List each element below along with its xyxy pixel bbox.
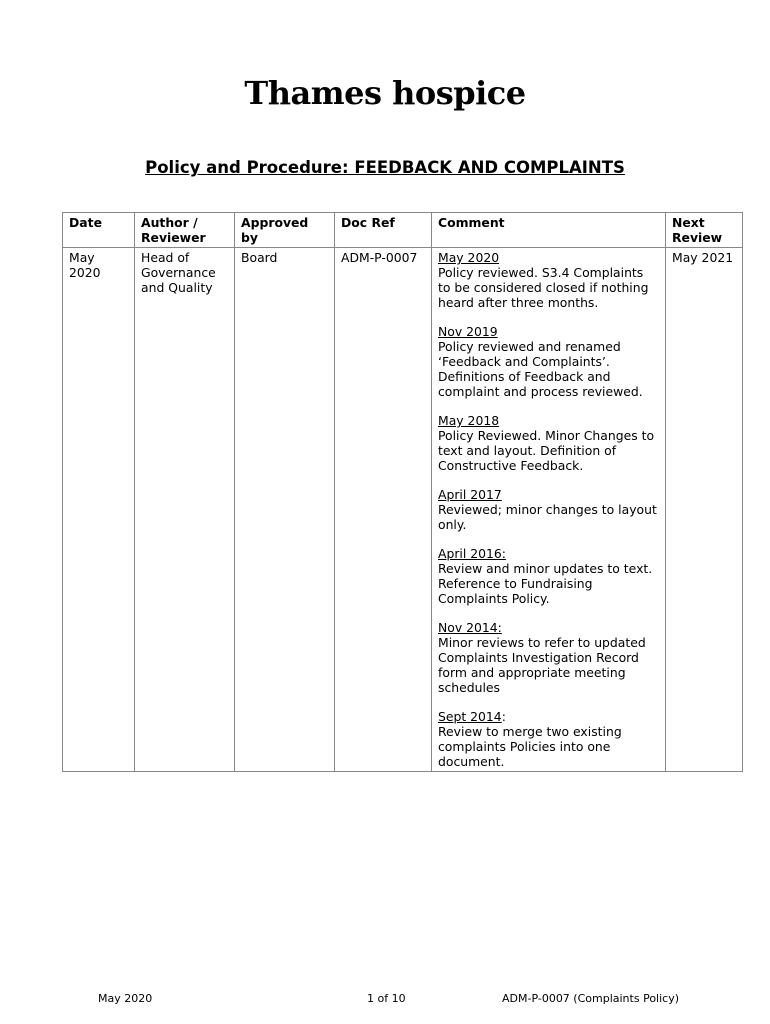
revision-history-table	[62, 212, 743, 772]
comment-text: Policy reviewed. S3.4 Complaints to be considered closed if nothing heard after three months.	[438, 265, 649, 310]
comment-entry	[438, 324, 659, 399]
comment-date: Nov 2019	[438, 324, 498, 339]
header-author-reviewer: Author / Reviewer	[135, 213, 235, 248]
comment-entry	[438, 487, 659, 532]
comment-text: Review to merge two existing complaints Policies into one document.	[438, 724, 622, 769]
comment-entry	[438, 250, 659, 310]
header-next-review: Next Review	[666, 213, 743, 248]
comment-text: Minor reviews to refer to updated Complaints Investigation Record form and appropriate meeting schedules	[438, 635, 646, 695]
comment-entry	[438, 709, 659, 769]
footer-date: May 2020	[98, 992, 153, 1005]
footer-page-number: 1 of 10	[367, 992, 406, 1005]
comment-date: April 2017	[438, 487, 502, 502]
comment-text: Policy reviewed and renamed ‘Feedback and Complaints’. Definitions of Feedback and complaint and process reviewed.	[438, 339, 643, 399]
comment-date: Sept 2014	[438, 709, 502, 724]
footer-doc-ref: ADM-P-0007 (Complaints Policy)	[502, 992, 680, 1005]
comment-entry	[438, 546, 659, 606]
header-date: Date	[63, 213, 135, 248]
cell-date: May 2020	[63, 248, 135, 772]
comment-entry	[438, 413, 659, 473]
document-title: Policy and Procedure: FEEDBACK AND COMPLAINTS	[145, 158, 625, 177]
comment-text: Review and minor updates to text. Reference to Fundraising Complaints Policy.	[438, 561, 653, 606]
cell-next-review: May 2021	[666, 248, 743, 772]
comment-text: Policy Reviewed. Minor Changes to text and layout. Definition of Constructive Feedback.	[438, 428, 655, 473]
comment-entry	[438, 620, 659, 695]
cell-author: Head of Governance and Quality	[135, 248, 235, 772]
comment-date: April 2016:	[438, 546, 506, 561]
comment-date: Nov 2014:	[438, 620, 502, 635]
table-header-row	[63, 213, 743, 248]
comment-date: May 2020	[438, 250, 500, 265]
header-comment: Comment	[432, 213, 666, 248]
comment-date: May 2018	[438, 413, 500, 428]
header-approved-by: Approved by	[235, 213, 335, 248]
cell-comment	[432, 248, 666, 772]
thames-hospice-logo: Thames hospice	[244, 74, 526, 112]
cell-approved-by: Board	[235, 248, 335, 772]
cell-doc-ref: ADM-P-0007	[335, 248, 432, 772]
table-row	[63, 248, 743, 772]
comment-date-suffix: :	[501, 709, 506, 724]
header-doc-ref: Doc Ref	[335, 213, 432, 248]
comment-text: Reviewed; minor changes to layout only.	[438, 502, 657, 532]
